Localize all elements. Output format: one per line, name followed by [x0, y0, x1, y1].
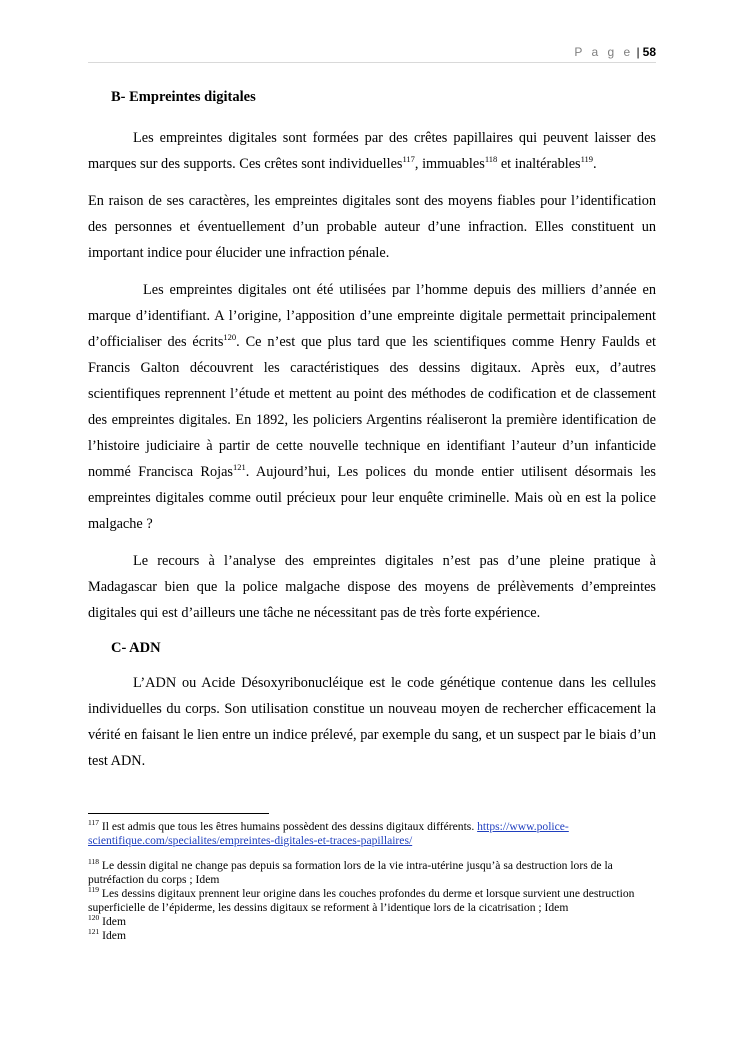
footnote-link[interactable]: https://www.police-scientifique.com/specialites/empreintes-digitales-et-traces-papillaires/ — [88, 820, 569, 847]
page-separator: | — [636, 45, 640, 59]
section-b-paragraph-3: Les empreintes digitales ont été utilisées par l’homme depuis des milliers d’année en marque d’identifiant. A l’origine, l’apposition d’une empreinte digitale permettait principalement d’officialiser des écrits$^{120}$. Ce n’est que plus tard que les scientifiques comme Henry Faulds et Francis Galton découvrent les caractéristiques des dessins digitaux. Après eux, d’autres scientifiques reprennent l’étude et mettent au point des méthodes de codification et de classement des empreintes digitales. En 1892, les policiers Argentins réaliseront la première identification de l’histoire judiciaire à partir de cette nouvelle technique en identifiant l’auteur d’un infanticide nommé Francisca Rojas$^{121}$. Aujourd’hui, Les polices du monde entier utilisent désormais les empreintes digitales comme outil précieux pour leur enquête criminelle. Mais où en est la police malgache ? — [88, 282, 656, 532]
section-c-paragraph-1: L’ADN ou Acide Désoxyribonucléique est le code génétique contenue dans les cellules individuelles du corps. Son utilisation constitue un nouveau moyen de rechercher efficacement la vérité en faisant le lien entre un indice prélevé, par exemple du sang, et un suspect par le biais d’un test ADN. — [88, 675, 656, 769]
footnote-ref-117: 117 — [402, 154, 415, 165]
footnote-121: $^{121}$ Idem — [88, 927, 126, 942]
section-b-paragraph-4: Le recours à l’analyse des empreintes digitales n’est pas d’une pleine pratique à Madagascar bien que la police malgache dispose des moyens de prélèvements d’empreintes digitales qui est d’ailleurs une tâche ne nécessitant pas de très forte expérience. — [88, 553, 656, 621]
footnotes — [88, 813, 656, 943]
page-label: P a g e — [574, 45, 634, 59]
footnote-119: $^{119}$ Les dessins digitaux prennent leur origine dans les couches profondes du derme et lorsque survient une destruction superficielle de l’épiderme, les dessins digitaux se reforment à l’identique lors de la cicatrisation ; Idem — [88, 885, 635, 914]
section-b-paragraph-1: Les empreintes digitales sont formées par des crêtes papillaires qui peuvent laisser des marques sur des supports. Ces crêtes sont individuelles$^{117}$, immuables$^{118}$ et inaltérables$^{119}$. — [88, 130, 656, 172]
section-b-paragraph-2: En raison de ses caractères, les empreintes digitales sont des moyens fiables pour l’identification des personnes et éventuellement d’un probable auteur d’une infraction. Elles constituent un important indice pour élucider une infraction pénale. — [88, 193, 656, 261]
page-header — [88, 42, 656, 63]
section-c-heading: C- ADN — [111, 640, 161, 656]
footnote-118: $^{118}$ Le dessin digital ne change pas depuis sa formation lors de la vie intra-utérine jusqu’à sa destruction lors de la putréfaction du corps ; Idem — [88, 857, 613, 886]
footnote-rule — [88, 813, 269, 814]
section-b-heading: B- Empreintes digitales — [111, 89, 256, 105]
footnote-117: $^{117}$ Il est admis que tous les êtres humains possèdent des dessins digitaux différents. https://www.police-scientifique.com/specialites/empreintes-digitales-et-traces-papillaires/ — [88, 818, 569, 847]
page-number: 58 — [642, 45, 656, 59]
footnote-ref-119: 119 — [580, 154, 594, 165]
footnote-ref-118: 118 — [484, 154, 498, 165]
footnote-120: $^{120}$ Idem — [88, 913, 126, 928]
footnote-ref-120: 120 — [223, 332, 237, 343]
page-indicator — [574, 45, 656, 59]
footnote-ref-121: 121 — [232, 462, 246, 473]
document-body — [88, 86, 656, 774]
